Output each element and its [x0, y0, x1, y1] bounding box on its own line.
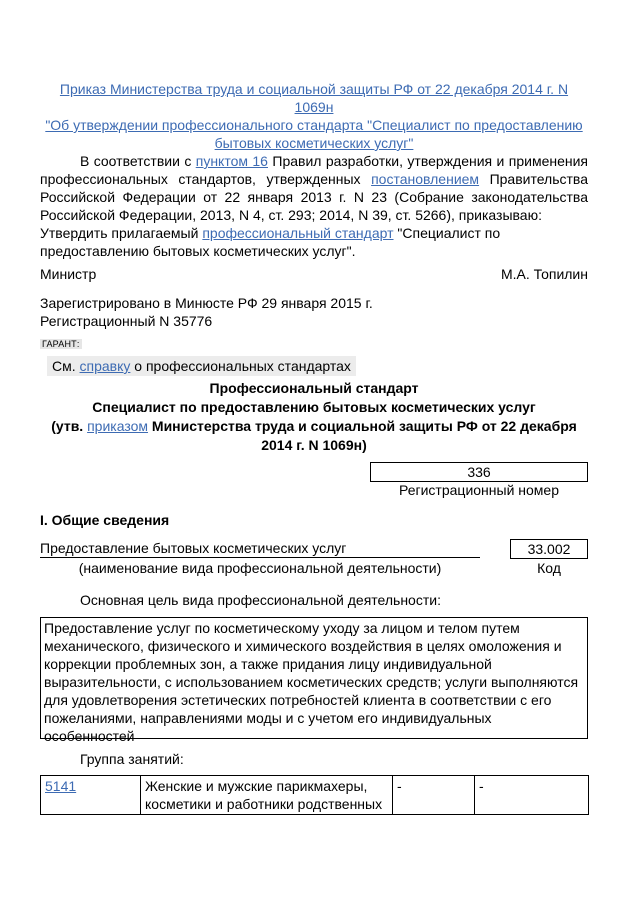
garant-note: См. справку о профессиональных стандартах	[47, 356, 356, 376]
approve-paragraph: Утвердить прилагаемый профессиональный стандарт "Специалист по предоставлению бытовых косметических услуг".	[40, 225, 501, 259]
goal-label: Основная цель вида профессиональной деятельности:	[80, 592, 441, 608]
standard-heading-4: 2014 г. N 1069н)	[261, 437, 367, 453]
registration-line-2: Регистрационный N 35776	[40, 313, 213, 329]
table-row	[41, 776, 589, 815]
standard-heading-3: (утв. приказом Министерства труда и социальной защиты РФ от 22 декабря	[51, 418, 577, 434]
registration-number-label: Регистрационный номер	[399, 482, 559, 498]
order-link[interactable]: приказом	[87, 418, 149, 434]
occupation-code-cell[interactable]	[41, 776, 141, 815]
activity-name-label: (наименование вида профессиональной деятельности)	[78, 560, 442, 576]
standard-heading-1: Профессиональный стандарт	[209, 380, 419, 396]
standard-heading-2: Специалист по предоставлению бытовых косметических услуг	[92, 399, 536, 415]
professional-standard-link[interactable]: профессиональный стандарт	[202, 225, 394, 241]
signature-position: Министр	[40, 266, 97, 282]
occupation-code2-cell: -	[393, 776, 475, 815]
activity-code-label: Код	[537, 560, 561, 576]
garant-label: ГАРАНТ:	[42, 339, 80, 349]
signature-name: М.А. Топилин	[500, 266, 588, 282]
clause-16-link[interactable]: пунктом 16	[195, 153, 268, 169]
occupation-name2-cell: -	[475, 776, 589, 815]
section-title: I. Общие сведения	[40, 512, 170, 528]
standard-heading	[40, 379, 588, 455]
occupation-code-link[interactable]: 5141	[45, 778, 77, 794]
reference-link[interactable]: справку	[79, 358, 131, 374]
goal-text-box: Предоставление услуг по косметическому уходу за лицом и телом путем механического, физического и химического воздействия в целях омоложения и коррекции проблемных зон, а также придания лицу индивидуальной выразительности, с использованием косметических средств; услуги выполняются для удовлетворения эстетических потребностей клиента в соответствии с его пожеланиями, направлениями моды и с учетом его индивидуальных особенностей	[40, 617, 588, 739]
occupation-group-table	[40, 775, 589, 815]
activity-name: Предоставление бытовых косметических услуг	[40, 540, 480, 558]
occupation-group-label: Группа занятий:	[80, 751, 184, 767]
title-line-2[interactable]: "Об утверждении профессионального стандарта "Специалист по предоставлению	[45, 117, 583, 133]
registration-line-1: Зарегистрировано в Минюсте РФ 29 января 2015 г.	[40, 295, 373, 311]
signature-row	[40, 265, 588, 283]
order-title[interactable]	[40, 80, 588, 152]
occupation-name-cell: Женские и мужские парикмахеры, косметики и работники родственных	[141, 776, 393, 815]
registration-number-box: 336	[370, 462, 588, 482]
resolution-link[interactable]: постановлением	[371, 171, 480, 187]
title-line-1[interactable]: Приказ Министерства труда и социальной защиты РФ от 22 декабря 2014 г. N 1069н	[59, 81, 569, 115]
activity-code: 33.002	[510, 539, 588, 559]
preamble-paragraph: В соответствии с пунктом 16 Правил разработки, утверждения и применения профессиональных стандартов, утвержденных постановлением Правительства Российской Федерации от 22 января 2013 г. N 23 (Собрание законодательства Российской Федерации, 2013, N 4, ст. 293; 2014, N 39, ст. 5266), приказываю:	[40, 153, 589, 223]
registration-info	[40, 294, 588, 330]
title-line-3[interactable]: бытовых косметических услуг"	[214, 135, 414, 151]
